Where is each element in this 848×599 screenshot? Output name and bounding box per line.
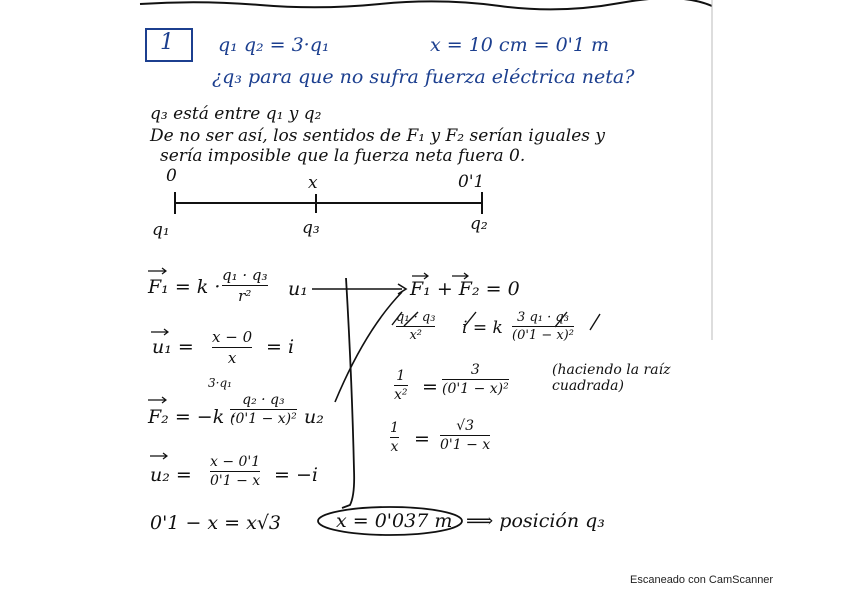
f2-unit-vector: u₂ — [304, 406, 324, 428]
squared-fraction-2 — [442, 362, 509, 397]
u2-numerator: x − 0'1 — [210, 454, 261, 470]
diagram-q2-label: q₂ — [470, 214, 488, 234]
squared-denominator-2: (0'1 − x)² — [442, 381, 509, 397]
problem-question: ¿q₃ para que no sufra fuerza eléctrica neta? — [212, 66, 635, 88]
squared-equals: = — [422, 376, 438, 398]
final-answer: x = 0'037 m — [336, 510, 453, 532]
cancel-fraction-2 — [512, 310, 574, 343]
root-denominator-1: x — [390, 439, 399, 455]
squared-numerator-1: 1 — [396, 368, 406, 384]
root-note: (haciendo la raíz cuadrada) — [552, 362, 671, 394]
root-equals: = — [414, 428, 430, 450]
problem-number: 1 — [160, 30, 174, 55]
u2-lhs: u₂ = — [150, 464, 192, 486]
squared-denominator-1: x² — [394, 387, 408, 403]
root-numerator-2: √3 — [456, 418, 475, 434]
given-charges: q₁ q₂ = 3·q₁ — [218, 34, 330, 56]
force-sum: F₁ + F₂ = 0 — [410, 278, 520, 300]
reasoning-line-2: De no ser así, los sentidos de F₁ y F₂ serían iguales y — [150, 126, 605, 146]
reasoning-line-3: sería imposible que la fuerza neta fuera 0. — [160, 146, 526, 166]
u2-fraction — [210, 454, 260, 489]
diagram-mid-top: x — [308, 173, 318, 193]
f2-lhs: F₂ = −k · — [148, 406, 237, 428]
root-denominator-2: 0'1 − x — [440, 437, 491, 453]
final-equation: 0'1 − x = x√3 — [150, 512, 282, 534]
cancel-denominator-2: (0'1 − x)² — [512, 328, 574, 343]
diagram-q1-label: q₁ — [152, 220, 170, 240]
root-fraction-2 — [440, 418, 490, 453]
u2-result: = −i — [274, 464, 318, 486]
f2-numerator: q₂ · q₃ — [242, 392, 285, 408]
u1-numerator: x − 0 — [212, 328, 253, 346]
cancel-fraction-1 — [396, 310, 435, 343]
diagram-left-top: 0 — [166, 166, 177, 186]
u2-denominator: 0'1 − x — [210, 473, 261, 489]
f2-substitution-note: 3·q₁ — [208, 376, 232, 390]
squared-fraction-1 — [394, 368, 408, 403]
f2-denominator: (0'1 − x)² — [230, 411, 297, 427]
f2-fraction — [230, 392, 297, 427]
root-numerator-1: 1 — [390, 420, 399, 436]
given-distance: x = 10 cm = 0'1 m — [430, 34, 610, 56]
u1-fraction — [212, 328, 252, 367]
final-position-label: ⟹ posición q₃ — [466, 510, 605, 532]
cancel-numerator-2: 3 q₁ · q₃ — [517, 310, 569, 325]
cancel-denominator-1: x² — [409, 328, 422, 343]
cancel-numerator-1: q₁ · q₃ — [396, 310, 436, 325]
root-fraction-1 — [390, 420, 399, 455]
diagram-q3-label: q₃ — [302, 218, 320, 238]
camscanner-footer: Escaneado con CamScanner — [630, 574, 774, 586]
torn-edge — [140, 0, 712, 9]
f1-unit-vector: u₁ — [288, 278, 308, 300]
f1-fraction — [222, 266, 268, 305]
u1-denominator: x — [227, 349, 237, 367]
squared-numerator-2: 3 — [470, 362, 480, 378]
separator-line — [342, 278, 354, 508]
u1-result: = i — [266, 336, 295, 358]
cancel-middle: i = k — [462, 318, 503, 338]
u1-lhs: u₁ = — [152, 336, 194, 358]
f1-numerator: q₁ · q₃ — [222, 266, 268, 284]
f1-lhs: F₁ = k · — [148, 276, 221, 298]
diagram-right-top: 0'1 — [458, 172, 485, 192]
f1-denominator: r² — [238, 287, 252, 305]
reasoning-line-1: q₃ está entre q₁ y q₂ — [150, 104, 322, 124]
